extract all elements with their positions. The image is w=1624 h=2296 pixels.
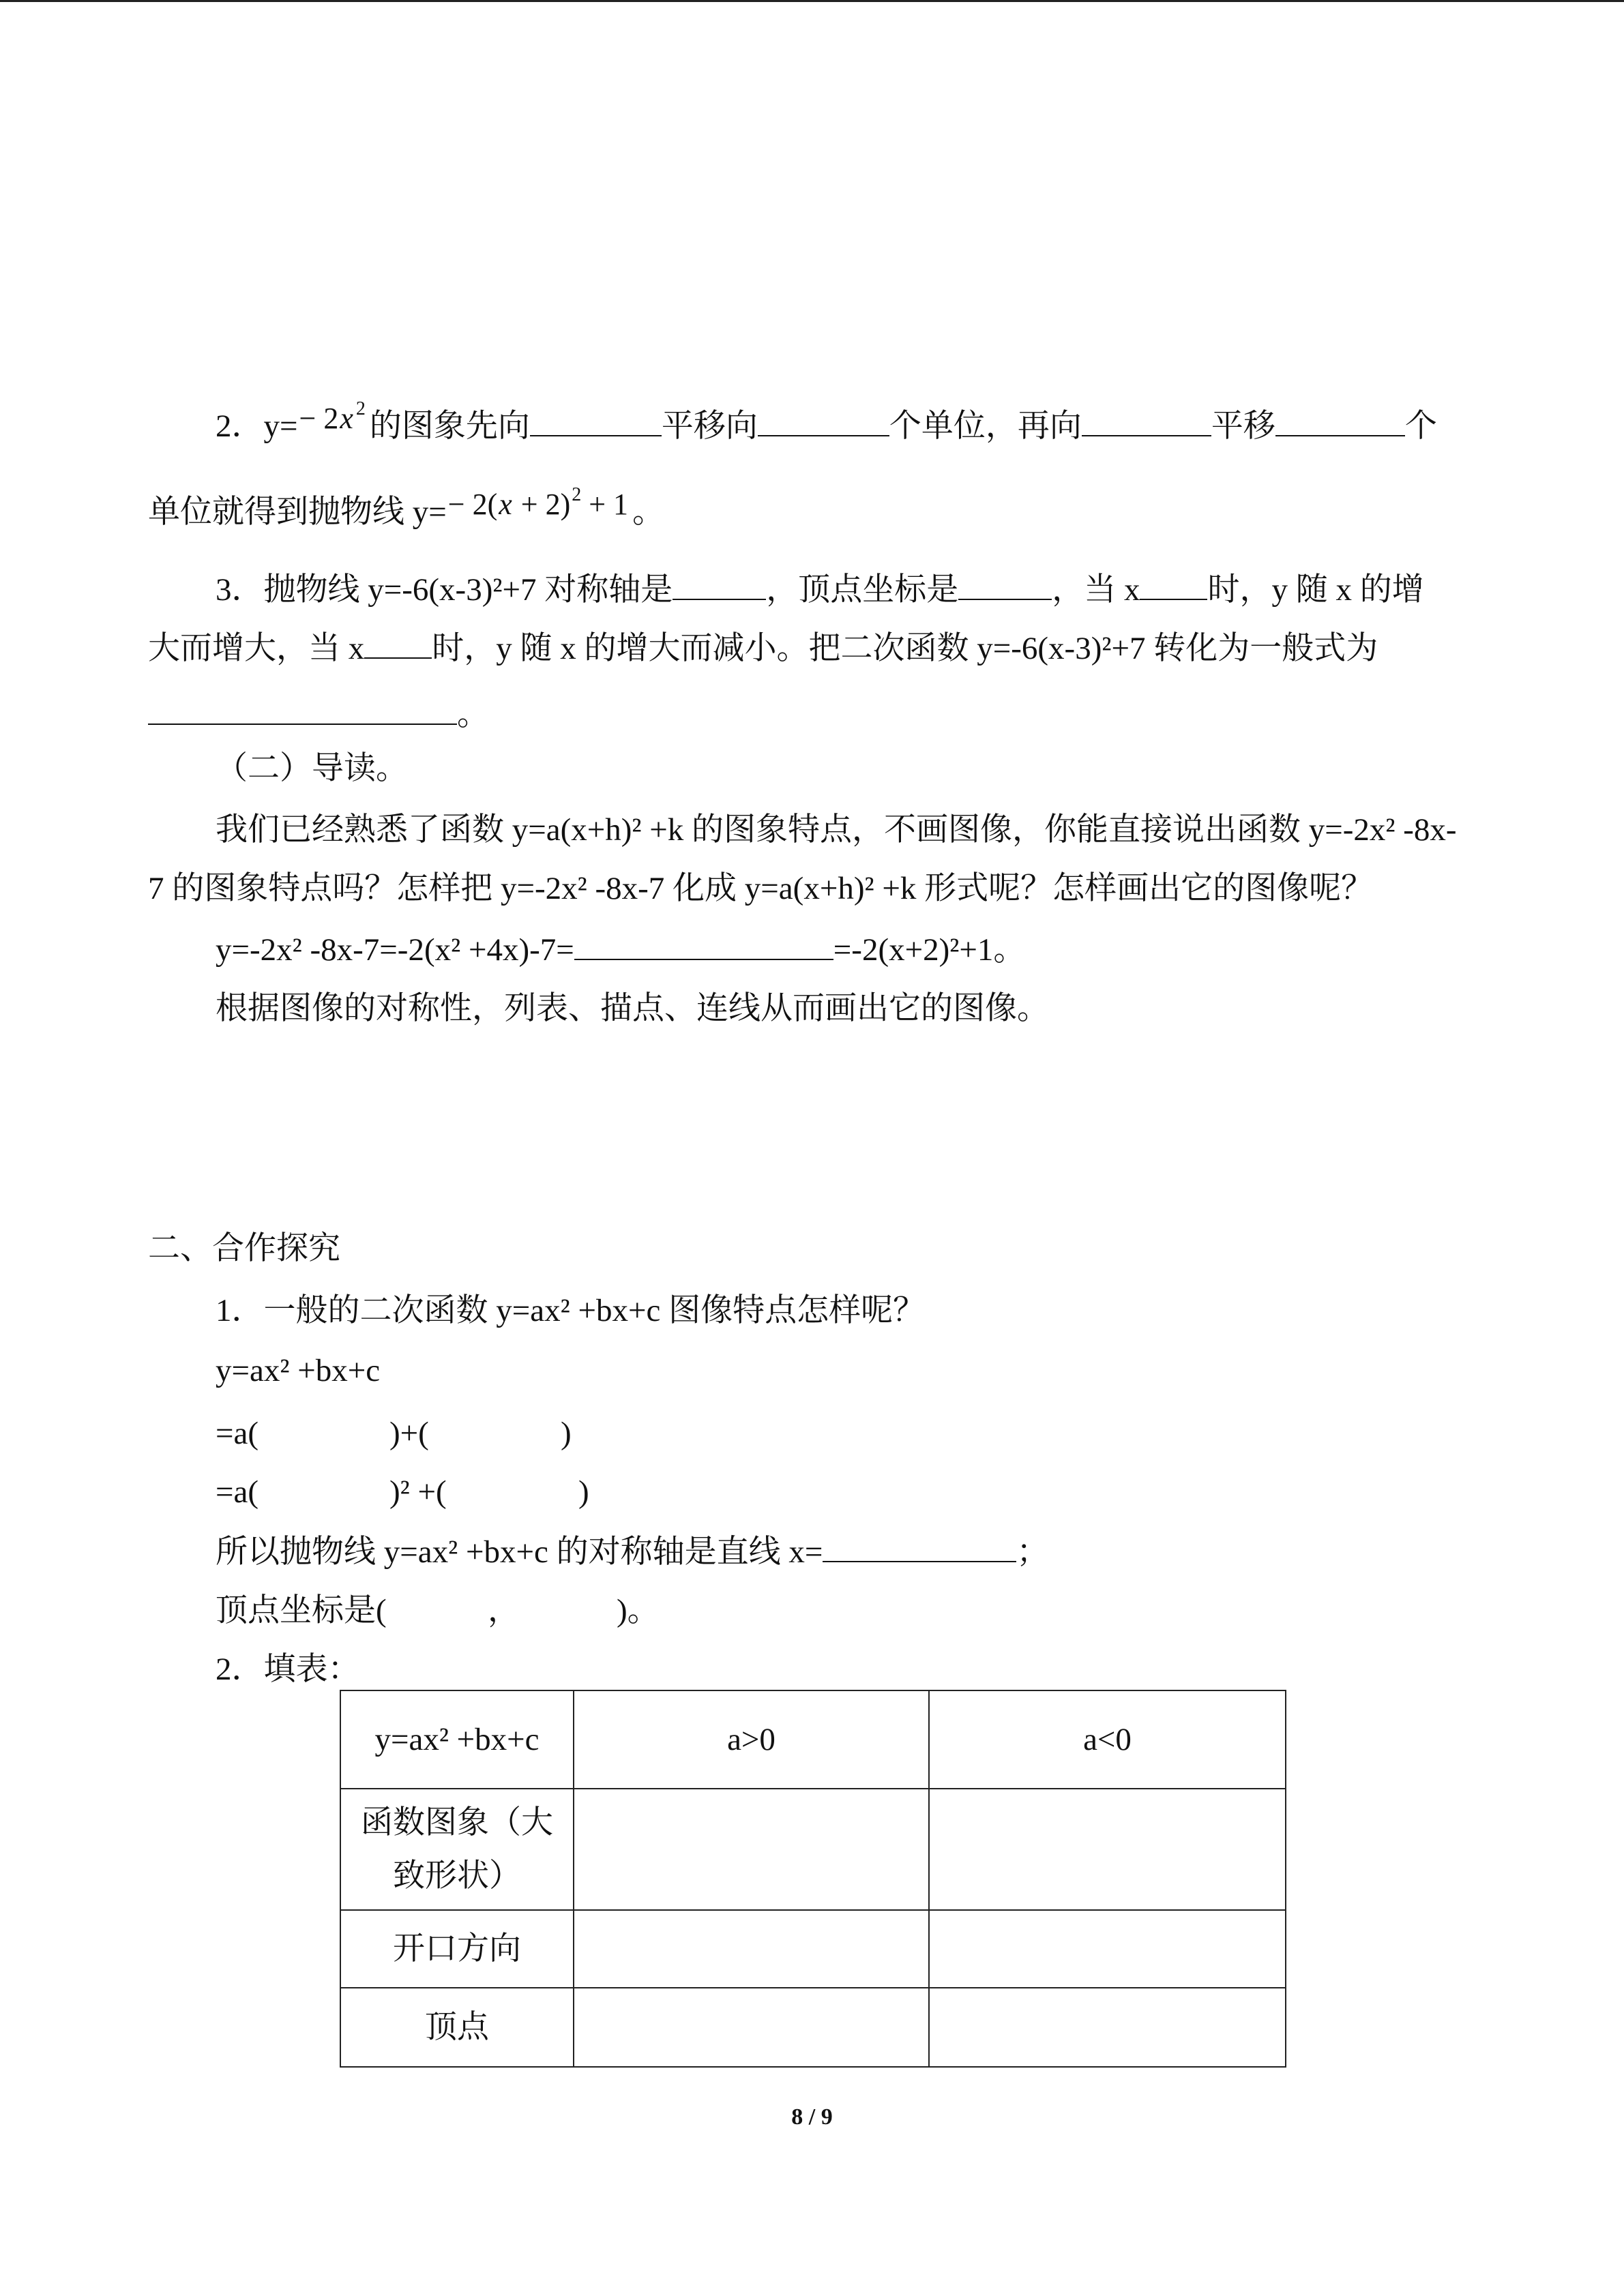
- table-header-cell: a>0: [574, 1690, 929, 1789]
- answer-blank: [1140, 571, 1207, 600]
- q3-line-1: [216, 569, 1424, 610]
- axis-lead: 所以抛物线 y=ax² +bx+c 的对称轴是直线 x=: [216, 1534, 823, 1570]
- q3-text-2: ，顶点坐标是: [766, 572, 959, 608]
- guide-paragraph-3: 根据图像的对称性，列表、描点、连线从而画出它的图像。: [216, 991, 1049, 1026]
- q2-text-5: 个: [1404, 408, 1437, 444]
- q2-line-2: [148, 484, 665, 533]
- step1-part-1: =a(: [216, 1416, 259, 1451]
- table-cell: [574, 1910, 929, 1988]
- answer-blank: [758, 408, 889, 436]
- q3-line-2: [148, 628, 1378, 669]
- table-header-cell: a<0: [929, 1690, 1286, 1789]
- q2-text-1: 的图象先向: [369, 408, 530, 444]
- page-number: 8 / 9: [791, 2104, 833, 2130]
- answer-blank: [530, 408, 662, 436]
- section-heading-explore: 二、合作探究: [148, 1231, 340, 1266]
- answer-blank: [673, 571, 766, 600]
- fill-in-table: [340, 1690, 1286, 2068]
- explore-question-1: 1．一般的二次函数 y=ax² +bx+c 图像特点怎样呢？: [216, 1293, 926, 1328]
- q2-line2-end: 。: [632, 494, 665, 530]
- step1-part-2: )+(: [389, 1416, 429, 1451]
- table-cell: [574, 1988, 929, 2067]
- q2-text-2: 平移向: [661, 408, 758, 444]
- guide-heading: （二）导读。: [216, 751, 408, 786]
- table-cell: [574, 1789, 929, 1910]
- table-header-cell: y=ax² +bx+c: [340, 1690, 574, 1789]
- table-row-label: 函数图象（大致形状）: [340, 1789, 574, 1910]
- explore-step-1: [216, 1413, 625, 1454]
- q2-lead: 2．y=: [216, 408, 298, 444]
- step2-part-3: ): [578, 1474, 589, 1510]
- table-row: [340, 1910, 1286, 1988]
- vertex-part-3: )。: [617, 1593, 660, 1628]
- eq-variable: x: [499, 488, 512, 521]
- table-row-label: 开口方向: [340, 1910, 574, 1988]
- axis-end: ；: [1016, 1534, 1049, 1570]
- eq-exponent: 2: [572, 484, 582, 505]
- guide-derivation-lead: y=-2x² -8x-7=-2(x² +4x)-7=: [216, 932, 574, 968]
- guide-paragraph-1-line-1: 我们已经熟悉了函数 y=a(x+h)² +k 的图象特点，不画图像，你能直接说出函数 y=-2x² -8x-: [216, 812, 1457, 848]
- answer-blank: [148, 696, 457, 725]
- eq-exponent: 2: [355, 398, 366, 419]
- vertex-part-2: ，: [488, 1593, 520, 1628]
- page-top-border: [0, 0, 1624, 2]
- q3-line2-text-2: 时，y 随 x 的增大而减小。把二次函数 y=-6(x-3)²+7 转化为一般式为: [432, 631, 1378, 666]
- eq-head: − 2(: [447, 488, 498, 521]
- q2-line2-lead: 单位就得到抛物线 y=: [148, 494, 447, 530]
- q3-line3-end: 。: [457, 697, 489, 732]
- step1-part-3: ): [561, 1416, 572, 1451]
- eq-body: + 2): [513, 488, 571, 521]
- explore-question-2: 2．填表：: [216, 1652, 360, 1687]
- q2-line-1: [216, 398, 1437, 447]
- table-row: [340, 1789, 1286, 1910]
- q3-text-3: ，当 x: [1052, 572, 1140, 608]
- eq-variable: x: [340, 402, 353, 435]
- answer-blank: [1275, 408, 1405, 436]
- explore-vertex-line: [216, 1590, 693, 1631]
- eq-coefficient: − 2: [299, 402, 339, 435]
- explore-axis-line: [216, 1532, 1048, 1572]
- table-cell: [929, 1910, 1286, 1988]
- guide-paragraph-1-line-2: 7 的图象特点吗？怎样把 y=-2x² -8x-7 化成 y=a(x+h)² +k 形式呢？怎样画出它的图像呢？: [148, 871, 1374, 906]
- equation-neg-2x-squared: [299, 398, 366, 435]
- q3-line-3: [148, 694, 489, 735]
- vertex-part-1: 顶点坐标是(: [216, 1593, 387, 1628]
- q3-text-4: 时，y 随 x 的增: [1207, 572, 1424, 608]
- table-row: [340, 1988, 1286, 2067]
- guide-paragraph-2: [216, 929, 1025, 970]
- q2-text-4: 平移: [1211, 408, 1275, 444]
- table-cell: [929, 1988, 1286, 2067]
- table-row-label: 顶点: [340, 1988, 574, 2067]
- explore-step-0: y=ax² +bx+c: [216, 1353, 381, 1388]
- table-cell: [929, 1789, 1286, 1910]
- answer-blank: [574, 931, 833, 960]
- guide-derivation-tail: =-2(x+2)²+1。: [833, 932, 1026, 968]
- answer-blank: [823, 1534, 1016, 1562]
- answer-blank: [364, 630, 432, 659]
- eq-tail: + 1: [581, 488, 629, 521]
- q3-text-1: 3．抛物线 y=-6(x-3)²+7 对称轴是: [216, 572, 673, 608]
- explore-step-2: [216, 1472, 638, 1512]
- table-header-row: [340, 1690, 1286, 1789]
- step2-part-1: =a(: [216, 1474, 259, 1510]
- answer-blank: [1082, 408, 1211, 436]
- q2-text-3: 个单位，再向: [889, 408, 1082, 444]
- step2-part-2: )² +(: [389, 1474, 447, 1510]
- answer-blank: [958, 571, 1052, 600]
- equation-parabola-target: [447, 484, 629, 521]
- q3-line2-text-1: 大而增大，当 x: [148, 631, 365, 666]
